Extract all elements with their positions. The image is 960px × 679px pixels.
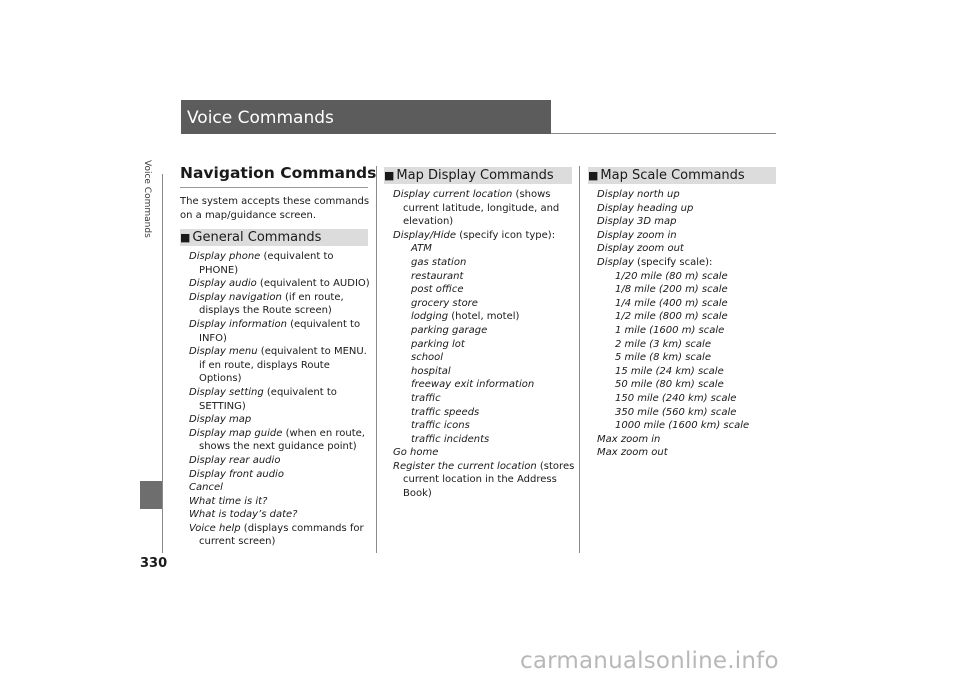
list-item bbox=[393, 310, 577, 324]
command-text: 1 mile (1600 m) scale bbox=[615, 324, 725, 336]
command-text: school bbox=[411, 352, 444, 364]
list-item bbox=[597, 338, 777, 352]
list-item bbox=[597, 202, 777, 216]
command-text: 5 mile (8 km) scale bbox=[615, 352, 711, 364]
command-text: grocery store bbox=[411, 297, 478, 309]
list-item bbox=[189, 427, 372, 454]
command-text: 50 mile (80 km) scale bbox=[615, 379, 724, 391]
list-item bbox=[189, 481, 372, 495]
square-bullet-icon: ■ bbox=[588, 169, 599, 182]
list-item bbox=[597, 242, 777, 256]
command-text: Display setting bbox=[189, 386, 264, 398]
command-text: 150 mile (240 km) scale bbox=[615, 392, 737, 404]
navigation-intro-text: The system accepts these commands on a map/guidance screen. bbox=[180, 196, 370, 221]
command-text: 1/2 mile (800 m) scale bbox=[615, 311, 728, 323]
list-item bbox=[393, 460, 577, 501]
list-item bbox=[393, 229, 577, 243]
list-item bbox=[189, 345, 372, 386]
list-item bbox=[597, 446, 777, 460]
command-note: (hotel, motel) bbox=[448, 311, 520, 323]
list-item bbox=[393, 378, 577, 392]
list-item bbox=[189, 522, 372, 549]
command-text: 15 mile (24 km) scale bbox=[615, 365, 724, 377]
list-item bbox=[393, 270, 577, 284]
list-item bbox=[597, 433, 777, 447]
command-text: Max zoom in bbox=[597, 433, 661, 445]
general-commands-list bbox=[189, 250, 372, 549]
section-title: Voice Commands bbox=[187, 108, 334, 128]
command-text: Display 3D map bbox=[597, 216, 677, 228]
command-text: Display zoom in bbox=[597, 229, 677, 241]
list-item bbox=[393, 406, 577, 420]
command-text: 1/20 mile (80 m) scale bbox=[615, 270, 728, 282]
list-item bbox=[597, 310, 777, 324]
command-text: 2 mile (3 km) scale bbox=[615, 338, 711, 350]
command-text: traffic incidents bbox=[411, 433, 490, 445]
command-text: Voice help bbox=[189, 522, 241, 534]
map-display-commands-list bbox=[393, 188, 577, 501]
list-item bbox=[189, 508, 372, 522]
list-item bbox=[189, 454, 372, 468]
command-note: (equivalent to MENU. if en route, displays Route Options) bbox=[199, 346, 367, 385]
list-item bbox=[189, 495, 372, 509]
command-text: Display information bbox=[189, 318, 287, 330]
command-text: Display audio bbox=[189, 278, 257, 290]
column-divider bbox=[376, 166, 377, 553]
command-text: Display heading up bbox=[597, 202, 694, 214]
command-text: Display navigation bbox=[189, 291, 282, 303]
command-text: 1/8 mile (200 m) scale bbox=[615, 284, 728, 296]
list-item bbox=[189, 291, 372, 318]
map-scale-commands-list bbox=[597, 188, 777, 460]
list-item bbox=[393, 297, 577, 311]
command-note: (when en route, shows the next guidance point) bbox=[199, 427, 365, 453]
side-tab-marker bbox=[140, 481, 162, 509]
command-text: traffic speeds bbox=[411, 406, 480, 418]
command-text: lodging bbox=[411, 311, 449, 323]
command-text: Display/Hide bbox=[393, 229, 457, 241]
command-text: parking garage bbox=[411, 324, 488, 336]
command-text: What time is it? bbox=[189, 495, 268, 507]
list-item bbox=[393, 365, 577, 379]
list-item bbox=[597, 297, 777, 311]
navigation-commands-title: Navigation Commands bbox=[180, 164, 377, 182]
list-item bbox=[597, 419, 777, 433]
list-item bbox=[597, 270, 777, 284]
list-item bbox=[393, 392, 577, 406]
command-text: restaurant bbox=[411, 270, 464, 282]
command-text: Max zoom out bbox=[597, 447, 668, 459]
list-item bbox=[393, 338, 577, 352]
command-note: (displays commands for current screen) bbox=[199, 522, 364, 548]
list-item bbox=[189, 318, 372, 345]
list-item bbox=[597, 229, 777, 243]
square-bullet-icon: ■ bbox=[180, 231, 191, 244]
list-item bbox=[597, 406, 777, 420]
map-scale-commands-header-label: Map Scale Commands bbox=[600, 168, 745, 183]
command-text: Display map guide bbox=[189, 427, 283, 439]
page-number: 330 bbox=[140, 556, 168, 571]
list-item bbox=[393, 242, 577, 256]
command-note: (specify scale): bbox=[633, 256, 713, 268]
command-text: parking lot bbox=[411, 338, 465, 350]
command-text: freeway exit information bbox=[411, 379, 535, 391]
general-commands-header-label: General Commands bbox=[192, 230, 322, 245]
list-item bbox=[597, 365, 777, 379]
header-rule bbox=[551, 133, 776, 134]
list-item bbox=[597, 392, 777, 406]
map-scale-commands-header bbox=[588, 167, 776, 184]
command-text: Display menu bbox=[189, 346, 258, 358]
command-note: (specify icon type): bbox=[456, 229, 556, 241]
command-note: (if en route, displays the Route screen) bbox=[199, 291, 344, 317]
command-text: Go home bbox=[393, 447, 439, 459]
list-item bbox=[393, 256, 577, 270]
list-item bbox=[597, 324, 777, 338]
map-display-commands-header-label: Map Display Commands bbox=[396, 168, 554, 183]
command-text: Display front audio bbox=[189, 468, 284, 480]
title-rule bbox=[180, 187, 368, 188]
command-text: 1000 mile (1600 km) scale bbox=[615, 420, 750, 432]
list-item bbox=[597, 283, 777, 297]
square-bullet-icon: ■ bbox=[384, 169, 395, 182]
list-item bbox=[189, 413, 372, 427]
list-item bbox=[393, 446, 577, 460]
command-text: Display current location bbox=[393, 189, 513, 200]
command-text: 1/4 mile (400 m) scale bbox=[615, 297, 728, 309]
command-text: Cancel bbox=[189, 482, 223, 494]
command-text: hospital bbox=[411, 365, 451, 377]
command-text: traffic icons bbox=[411, 420, 470, 432]
list-item bbox=[393, 188, 577, 229]
command-text: Display bbox=[597, 256, 634, 268]
command-note: (equivalent to INFO) bbox=[199, 318, 361, 344]
list-item bbox=[393, 324, 577, 338]
list-item bbox=[393, 433, 577, 447]
column-divider bbox=[579, 166, 580, 553]
list-item bbox=[393, 419, 577, 433]
command-note: (equivalent to SETTING) bbox=[199, 386, 337, 412]
list-item bbox=[189, 250, 372, 277]
map-display-commands-header bbox=[384, 167, 572, 184]
list-item bbox=[597, 215, 777, 229]
command-note: (equivalent to AUDIO) bbox=[256, 278, 370, 290]
command-text: Register the current location bbox=[393, 460, 537, 472]
command-text: post office bbox=[411, 284, 464, 296]
command-text: traffic bbox=[411, 392, 441, 404]
side-rule bbox=[162, 174, 163, 553]
command-note: (stores current location in the Address Book) bbox=[403, 460, 575, 500]
command-note: (equivalent to PHONE) bbox=[199, 251, 334, 276]
command-text: What is today’s date? bbox=[189, 509, 298, 521]
command-text: Display north up bbox=[597, 189, 680, 200]
command-text: Display phone bbox=[189, 251, 261, 262]
general-commands-header bbox=[180, 229, 368, 246]
list-item bbox=[597, 351, 777, 365]
command-text: Display map bbox=[189, 414, 252, 426]
command-note: (shows current latitude, longitude, and elevation) bbox=[403, 189, 560, 228]
command-text: ATM bbox=[411, 243, 432, 255]
list-item bbox=[393, 283, 577, 297]
list-item bbox=[597, 188, 777, 202]
list-item bbox=[189, 386, 372, 413]
watermark: carmanualsonline.info bbox=[520, 648, 779, 674]
side-section-label: Voice Commands bbox=[142, 160, 152, 238]
command-text: Display zoom out bbox=[597, 243, 684, 255]
list-item bbox=[189, 277, 372, 291]
list-item bbox=[393, 351, 577, 365]
command-text: Display rear audio bbox=[189, 454, 281, 466]
command-text: gas station bbox=[411, 256, 467, 268]
list-item bbox=[597, 378, 777, 392]
command-text: 350 mile (560 km) scale bbox=[615, 406, 737, 418]
list-item bbox=[189, 468, 372, 482]
list-item bbox=[597, 256, 777, 270]
